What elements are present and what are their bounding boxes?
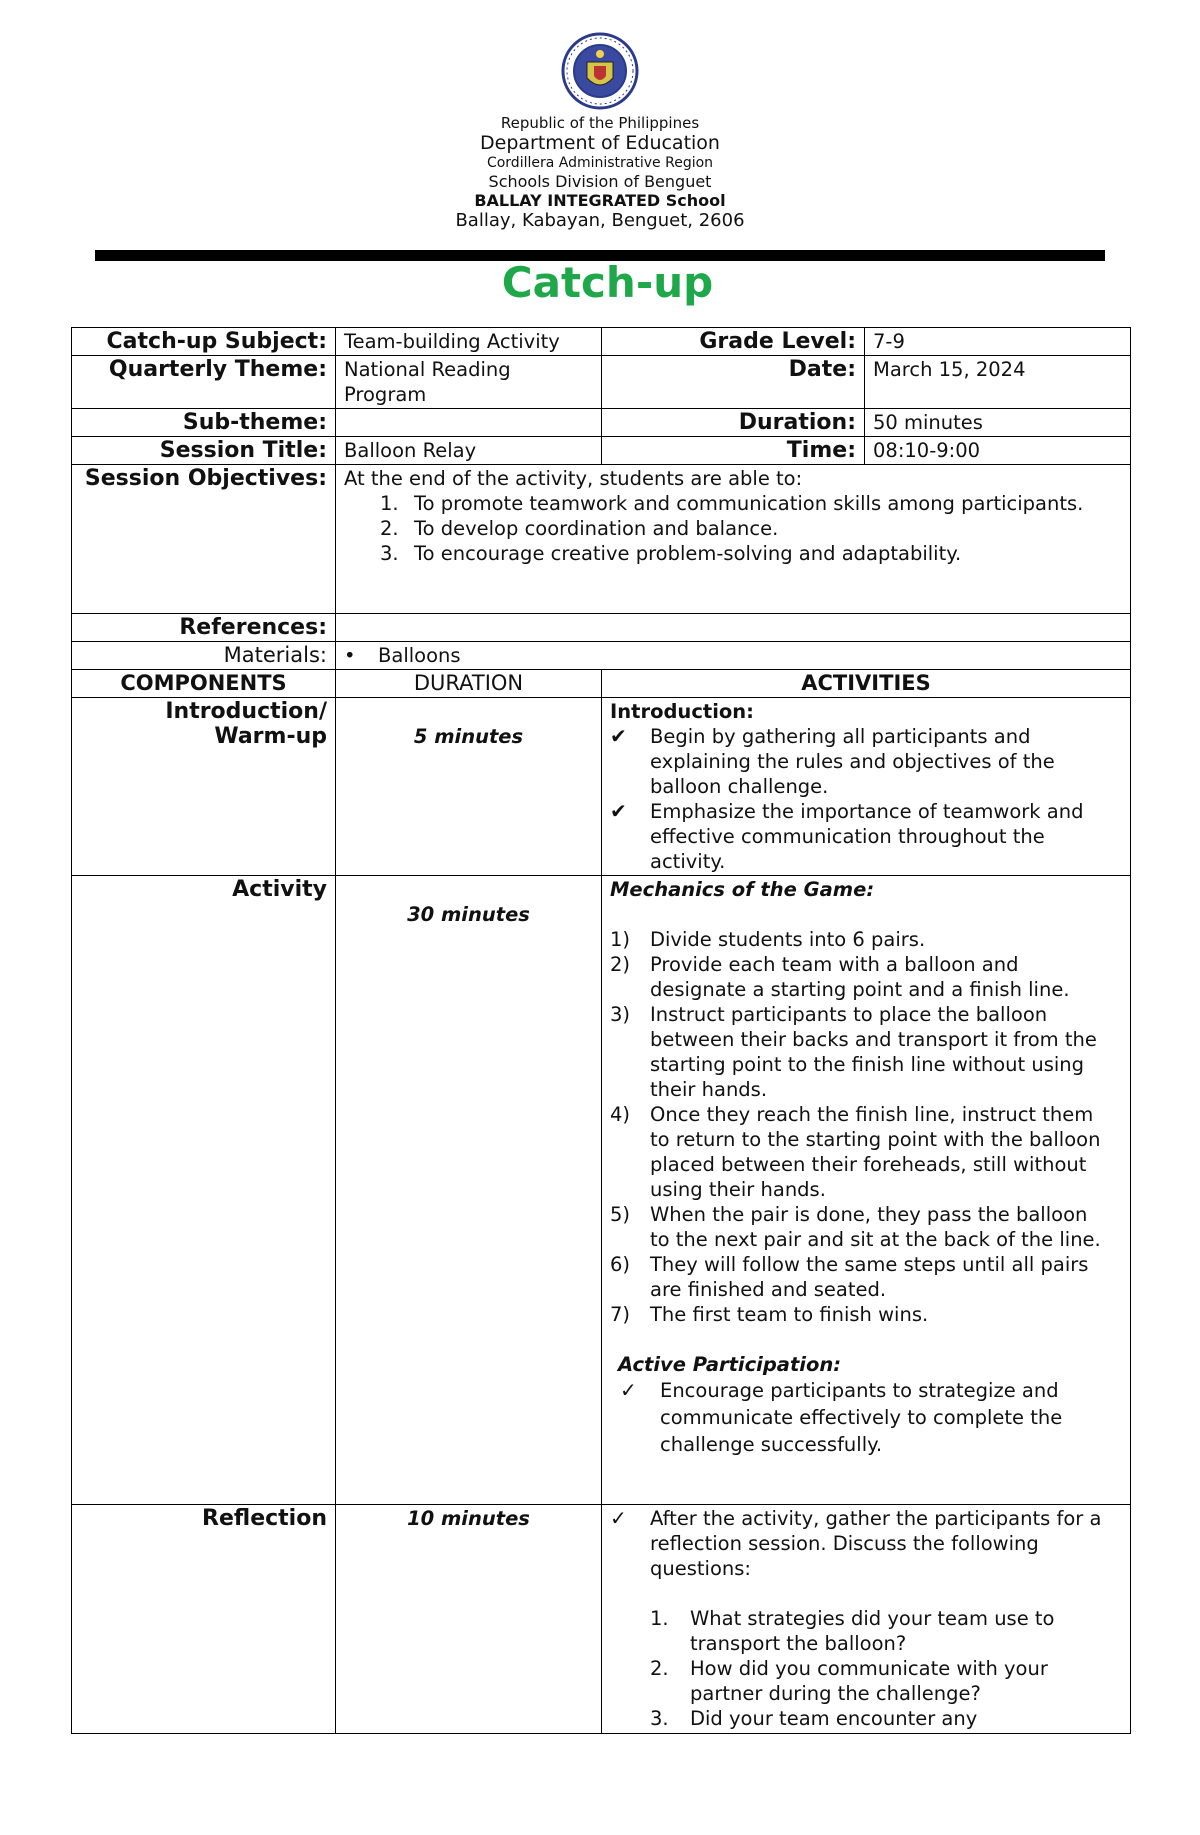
page-title: Catch-up xyxy=(501,258,714,307)
activity-component: Activity xyxy=(72,876,336,1505)
objectives-list xyxy=(344,491,1122,566)
bullet-icon: • xyxy=(344,644,356,667)
subject-row xyxy=(72,328,1131,356)
date-label: Date: xyxy=(602,356,865,409)
date-value: March 15, 2024 xyxy=(865,356,1131,409)
mechanics-heading: Mechanics of the Game: xyxy=(610,878,875,901)
objectives-intro: At the end of the activity, students are able to: xyxy=(344,467,803,490)
mechanics-step: 5) When the pair is done, they pass the balloon to the next pair and sit at the back of the line. xyxy=(610,1203,1101,1251)
theme-value: National Reading Program xyxy=(336,356,602,409)
checkmark-icon: ✔ xyxy=(610,724,627,748)
objectives-cell xyxy=(336,465,1131,614)
session-title-row xyxy=(72,437,1131,465)
address-line: Ballay, Kabayan, Benguet, 2606 xyxy=(455,209,745,231)
col-activities: ACTIVITIES xyxy=(602,670,1131,698)
col-components: COMPONENTS xyxy=(72,670,336,698)
participation-item: ✓ Encourage participants to strategize and communicate effectively to complete the challenge successfully. xyxy=(620,1378,1063,1456)
intro-item: ✔ Emphasize the importance of teamwork and effective communication throughout the activity. xyxy=(610,799,1084,873)
mechanics-step: 6) They will follow the same steps until all pairs are finished and seated. xyxy=(610,1253,1089,1301)
deped-seal-icon xyxy=(561,32,639,110)
intro-list xyxy=(610,724,1122,874)
intro-component: Introduction/ Warm-up xyxy=(72,698,336,876)
mechanics-step: 1) Divide students into 6 pairs. xyxy=(610,928,926,951)
session-title-value: Balloon Relay xyxy=(336,437,602,465)
checkmark-icon: ✓ xyxy=(620,1378,637,1402)
reflection-list xyxy=(610,1506,1122,1581)
subject-value: Team-building Activity xyxy=(336,328,602,356)
intro-item: ✔ Begin by gathering all participants and explaining the rules and objectives of the balloon challenge. xyxy=(610,724,1055,798)
intro-duration: 5 minutes xyxy=(336,698,602,876)
region-line: Cordillera Administrative Region xyxy=(486,154,714,171)
objective-item: 2. To develop coordination and balance. xyxy=(380,517,779,540)
session-title-label: Session Title: xyxy=(72,437,336,465)
reflection-question: 2. How did you communicate with your partner during the challenge? xyxy=(650,1657,1048,1705)
activity-row xyxy=(72,876,1131,1505)
activity-activities xyxy=(602,876,1131,1505)
reflection-component: Reflection xyxy=(72,1505,336,1734)
theme-label: Quarterly Theme: xyxy=(72,356,336,409)
checkmark-icon: ✓ xyxy=(610,1506,627,1530)
theme-row xyxy=(72,356,1131,409)
department-line: Department of Education xyxy=(480,132,720,154)
objectives-row xyxy=(72,465,1131,614)
activity-duration: 30 minutes xyxy=(336,876,602,1505)
objectives-label: Session Objectives: xyxy=(72,465,336,614)
grade-value: 7-9 xyxy=(865,328,1131,356)
school-line: BALLAY INTEGRATED School xyxy=(474,190,726,210)
grade-label: Grade Level: xyxy=(602,328,865,356)
mechanics-list xyxy=(610,927,1122,1327)
checkmark-icon: ✔ xyxy=(610,799,627,823)
materials-label: Materials: xyxy=(72,642,336,670)
references-value xyxy=(336,614,1131,642)
intro-row xyxy=(72,698,1131,876)
references-label: References: xyxy=(72,614,336,642)
republic-line: Republic of the Philippines xyxy=(500,114,700,132)
col-duration: DURATION xyxy=(336,670,602,698)
reflection-duration: 10 minutes xyxy=(336,1505,602,1734)
participation-list xyxy=(610,1377,1122,1458)
reflection-row xyxy=(72,1505,1131,1734)
mechanics-step: 2) Provide each team with a balloon and designate a starting point and a finish line. xyxy=(610,953,1070,1001)
intro-activities xyxy=(602,698,1131,876)
division-line: Schools Division of Benguet xyxy=(488,171,712,191)
references-row xyxy=(72,614,1131,642)
reflection-intro-item: ✓ After the activity, gather the participants for a reflection session. Discuss the following questions: xyxy=(610,1506,1102,1580)
participation-heading: Active Participation: xyxy=(618,1353,842,1376)
time-value: 08:10-9:00 xyxy=(865,437,1131,465)
mechanics-step: 3) Instruct participants to place the balloon between their backs and transport it from the starting point to the finish line without using their hands. xyxy=(610,1003,1097,1101)
time-label: Time: xyxy=(602,437,865,465)
reflection-question: 1. What strategies did your team use to transport the balloon? xyxy=(650,1607,1055,1655)
objective-item: 1. To promote teamwork and communication skills among participants. xyxy=(380,492,1084,515)
reflection-questions xyxy=(610,1606,1122,1731)
subtheme-value xyxy=(336,409,602,437)
lesson-plan-table xyxy=(71,327,1131,1734)
intro-heading: Introduction: xyxy=(610,700,754,723)
mechanics-step: 4) Once they reach the finish line, instruct them to return to the starting point with the balloon placed between their foreheads, still without using their hands. xyxy=(610,1103,1101,1201)
reflection-question: 3. Did your team encounter any xyxy=(650,1707,978,1730)
document-header xyxy=(0,32,1200,232)
materials-cell xyxy=(336,642,1131,670)
subtheme-row xyxy=(72,409,1131,437)
material-item: Balloons xyxy=(378,644,461,667)
mechanics-step: 7) The first team to finish wins. xyxy=(610,1303,929,1326)
columns-header-row xyxy=(72,670,1131,698)
subtheme-label: Sub-theme: xyxy=(72,409,336,437)
duration-label: Duration: xyxy=(602,409,865,437)
subject-label: Catch-up Subject: xyxy=(72,328,336,356)
materials-row xyxy=(72,642,1131,670)
objective-item: 3. To encourage creative problem-solving and adaptability. xyxy=(380,542,962,565)
duration-value: 50 minutes xyxy=(865,409,1131,437)
reflection-activities xyxy=(602,1505,1131,1734)
